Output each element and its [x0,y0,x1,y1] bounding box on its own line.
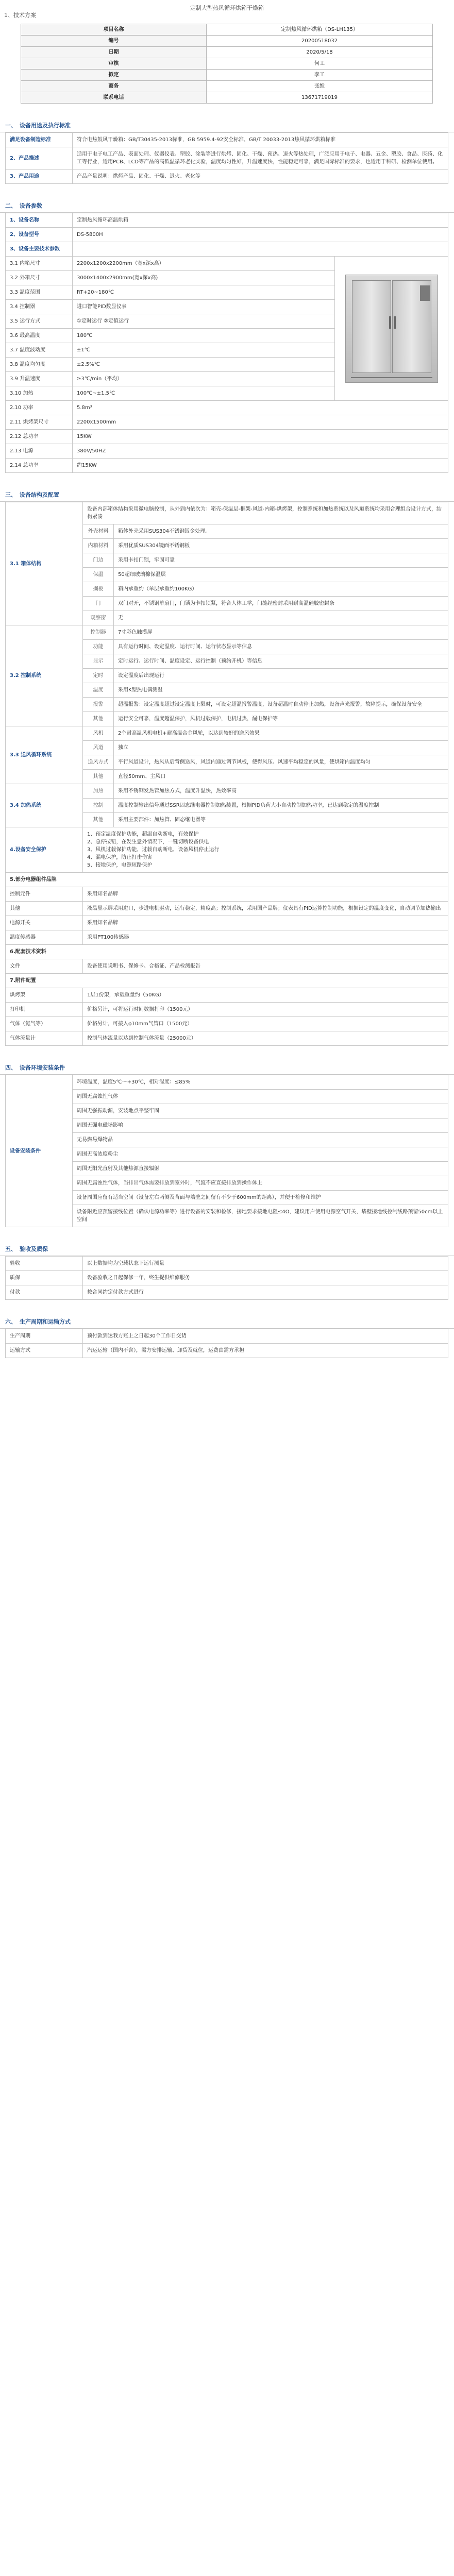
install-condition: 设备周围应留有适当空间（设备左右两侧及背面与墙壁之间留有不少于600mm的距离），并便于检修和维护 [73,1191,448,1205]
group-value: 无 [114,611,448,625]
spec-value: DS-5800H [73,228,448,242]
section-4-table [5,1075,448,1227]
install-condition: 周围无腐蚀性气体，当排出气体需要排放到室外时，气流不应直接排放到操作体上 [73,1176,448,1191]
spec-row [6,170,448,184]
group-sub: 搁板 [83,582,114,597]
group-row [6,784,448,799]
kv-value: 液晶显示屏采用进口，步进电机驱动，运行稳定，精度高；控制系统，采用国产品牌；仪表具有PID运算控制功能，根据设定的温度变化，自动调节加热输出 [83,902,448,916]
spec-row [6,228,448,242]
group-intro: 设备内部箱体结构采用微电脑控制，从外到内依次为：箱壳-保温层-框架-风道-内箱-烘烤架，控制系统和加热系统以及风道系统均采用合理组合设计方式，结构紧凑 [83,502,448,524]
install-condition: 周围无强振动源，安装地点平整牢固 [73,1104,448,1118]
group-sub: 功能 [83,640,114,654]
group-value: 定时运行、运行时间、温度设定、运行控制（预约开机）等信息 [114,654,448,669]
section-5-table [5,1256,448,1300]
kv-row [6,1271,448,1285]
group-label: 3.3 送风循环系统 [6,726,83,784]
section-4-title: 四、 设备环境安装条件 [0,1059,454,1075]
meta-row [21,58,433,70]
kv-key: 气体（氮气等） [6,1017,83,1031]
param-value: 2200x1200x2200mm（宽x深x高） [73,257,335,271]
kv-row [6,916,448,930]
spec-row [6,213,448,228]
group-value: 温度控制输出信号通过SSR固态继电器控制加热装置，根据PID负荷大小自动控制加热功率，已达到稳定的温度控制 [114,799,448,813]
meta-key: 编号 [21,36,207,47]
param-key: 3.7 温度波动度 [6,343,73,358]
safety-item: 4、漏电保护，防止打击伤害 [87,855,153,860]
meta-value: 13671719019 [207,92,433,104]
safety-item: 2、急停按钮，在发生意外情况下，一键切断设备供电 [87,839,209,845]
spec-value: 产品产量说明：烘烤产品、固化、干燥、退火、老化等 [73,170,448,184]
kv-key: 其他 [6,902,83,916]
param-key: 3.4 控制器 [6,300,73,314]
kv-row [6,887,448,902]
group-sub: 温度 [83,683,114,698]
group-sub: 定时 [83,669,114,683]
param-row [6,415,448,430]
kv-row [6,902,448,916]
meta-key: 联系电话 [21,92,207,104]
meta-value: 张维 [207,81,433,92]
section-2-table [5,213,448,473]
kv-key: 电源开关 [6,916,83,930]
kv-key: 气体流量计 [6,1031,83,1046]
meta-row [21,92,433,104]
group-value: 采用不锈钢发热管加热方式，温度升温快，热效率高 [114,784,448,799]
group-sub: 外壳材料 [83,524,114,539]
kv-value: 采用PT100传感器 [83,930,448,945]
param-key: 2.14 总功率 [6,459,73,473]
param-key: 3.3 温度范围 [6,285,73,300]
safety-item: 1、预定温度保护功能，超温自动断电，有效保护 [87,832,199,837]
param-key: 2.11 烘烤架尺寸 [6,415,73,430]
install-condition: 设备附近应预留接线位置（确认电源功率等）进行设备的安装和检修，接地要求接地电阻≤4Ω，建议用户使用电源空气开关，墙壁接地线控制线路预留50cm以上空间 [73,1205,448,1227]
meta-value: 20200518032 [207,36,433,47]
elec-title-cell: 5.部分电器组件品牌 [6,873,448,887]
kv-value: 采用知名品牌 [83,887,448,902]
group-sub: 保温 [83,568,114,582]
kv-key: 温度传感器 [6,930,83,945]
section-1-table [5,132,448,184]
kv-row [6,1344,448,1358]
kv-row [6,1003,448,1017]
group-sub: 报警 [83,698,114,712]
param-key: 3.1 内箱尺寸 [6,257,73,271]
param-row [6,459,448,473]
section-1-title: 一、 设备用途及执行标准 [0,117,454,132]
equipment-photo-cell [335,257,448,401]
section-6-title: 六、 生产周期和运输方式 [0,1313,454,1329]
meta-value: 2020/5/18 [207,47,433,58]
spec-key: 3、产品用途 [6,170,73,184]
param-value: 约15KW [73,459,448,473]
spec-row [6,242,448,257]
param-key: 3.10 加热 [6,386,73,401]
param-value: 5.8m³ [73,401,448,415]
spec-key: 1、设备名称 [6,213,73,228]
group-row [6,625,448,640]
group-value: 采用卡扣门锁，牢固可靠 [114,553,448,568]
group-label: 3.2 控制系统 [6,625,83,726]
spec-value: 定制热风循环高温烘箱 [73,213,448,228]
meta-key: 拟定 [21,70,207,81]
param-key: 2.13 电源 [6,444,73,459]
group-sub: 门边 [83,553,114,568]
group-row [6,726,448,741]
group-sub: 其他 [83,770,114,784]
safety-row [6,827,448,873]
kv-key: 控制元件 [6,887,83,902]
group-value: 采用优质SUS304镜面不锈钢板 [114,539,448,553]
group-sub: 门 [83,597,114,611]
spec-key: 2、产品描述 [6,147,73,170]
kv-key: 烘烤架 [6,988,83,1003]
kv-value: 价格另计，可将运行时间数据打印（1500元） [83,1003,448,1017]
install-condition: 周围无高浓度粉尘 [73,1147,448,1162]
kv-value: 预付款到达我方账上之日起30个工作日交货 [83,1329,448,1344]
group-value: 箱内承重约（单层承重约100KG） [114,582,448,597]
install-condition: 环境温度，温度5℃～+30℃，相对湿度：≤85% [73,1075,448,1090]
document-subtitle: 1、技术方案 [4,12,36,19]
meta-value: 何工 [207,58,433,70]
spec-value: 符合电热鼓风干燥箱：GB/T30435-2013标准，GB 5959.4-92安全标准，GB/T 20033-2013热风循环烘箱标准 [73,133,448,147]
install-condition: 无易燃易爆物品 [73,1133,448,1147]
kv-value: 价格另计，可接入φ10mm气管口（1500元） [83,1017,448,1031]
param-value: 3000x1400x2900mm(宽x深x高) [73,271,335,285]
meta-row [21,70,433,81]
group-value: 双门对开，不锈钢单扇门，门锁为卡扣锁紧，符合人体工学，门缝经密封采用耐高温硅胶密封条 [114,597,448,611]
install-label: 设备安装条件 [6,1075,73,1227]
param-key: 2.10 功率 [6,401,73,415]
meta-key: 项目名称 [21,24,207,36]
safety-item: 3、风机过载保护功能，过载自动断电，设备风机停止运行 [87,847,220,853]
spec-key: 2、设备型号 [6,228,73,242]
tech-title [6,945,448,959]
tech-title-cell: 6.配套技术资料 [6,945,448,959]
group-value: 超温报警：设定温度超过设定温度上限时，可设定超温报警温度，设备超温时自动停止加热，设备声光报警，故障提示，确保设备安全 [114,698,448,712]
group-sub: 风道 [83,741,114,755]
param-value: 380V/50HZ [73,444,448,459]
spec-row [6,133,448,147]
param-value: 2200x1500mm [73,415,448,430]
kv-key: 运输方式 [6,1344,83,1358]
spec-row [6,147,448,170]
param-value: ①定时运行 ②定值运行 [73,314,335,329]
kv-row [6,1017,448,1031]
meta-key: 商务 [21,81,207,92]
group-value: 具有运行时间、设定温度、运行时间、运行状态显示等信息 [114,640,448,654]
install-row [6,1075,448,1090]
install-condition: 周围无强电磁场影响 [73,1118,448,1133]
kv-value: 设备验收之日起保修一年，终生提供维修服务 [83,1271,448,1285]
kv-row [6,930,448,945]
group-intro-row [6,502,448,524]
group-sub: 风机 [83,726,114,741]
group-value: 箱体外壳采用SUS304不锈钢钣金处理。 [114,524,448,539]
group-value: 运行安全可靠，温度超温保护，风机过载保护，电机过热，漏电保护等 [114,712,448,726]
meta-table [21,24,433,104]
group-sub: 显示 [83,654,114,669]
param-value: RT+20~180℃ [73,285,335,300]
kv-row [6,1329,448,1344]
group-sub: 控制 [83,799,114,813]
param-value: ±1℃ [73,343,335,358]
kv-row [6,959,448,974]
group-value: 7寸彩色触摸屏 [114,625,448,640]
kv-key: 付款 [6,1285,83,1300]
param-row [6,444,448,459]
group-sub: 内箱材料 [83,539,114,553]
param-key: 3.2 外箱尺寸 [6,271,73,285]
param-key: 3.9 升温速度 [6,372,73,386]
safety-list [83,827,448,873]
kv-row [6,1285,448,1300]
group-label: 3.1 箱体结构 [6,502,83,625]
group-sub: 其他 [83,813,114,827]
param-value: ≥3℃/min（平均） [73,372,335,386]
equipment-photo [345,275,438,383]
group-value: 直径50mm、主风口 [114,770,448,784]
meta-row [21,81,433,92]
section-3-title: 三、 设备结构及配置 [0,486,454,502]
meta-key: 审核 [21,58,207,70]
param-row [6,430,448,444]
param-key: 2.12 总功率 [6,430,73,444]
meta-value: 李工 [207,70,433,81]
meta-row [21,24,433,36]
group-value: 独立 [114,741,448,755]
kv-value: 采用知名品牌 [83,916,448,930]
section-2-title: 二、 设备参数 [0,197,454,213]
kv-value: 汽运运输（国内不含），需方安排运输、卸货及就位，运费由需方承担 [83,1344,448,1358]
section-3-table [5,502,448,1046]
section-6-table [5,1329,448,1358]
document-title: 定制大型热风循环烘箱干燥箱 [190,5,264,11]
accessory-title-cell: 7.附件配置 [6,974,448,988]
kv-key: 生产周期 [6,1329,83,1344]
spec-key: 满足设备制造标准 [6,133,73,147]
group-sub: 送风方式 [83,755,114,770]
kv-value: 控制气体流量以达到控制气体流量（25000元） [83,1031,448,1046]
kv-row [6,988,448,1003]
kv-row [6,1031,448,1046]
kv-key: 质保 [6,1271,83,1285]
param-key: 3.8 温度均匀度 [6,358,73,372]
param-row [6,401,448,415]
kv-value: 按合同约定付款方式进行 [83,1285,448,1300]
kv-key: 验收 [6,1257,83,1271]
param-key: 3.5 运行方式 [6,314,73,329]
group-label: 3.4 加热系统 [6,784,83,827]
kv-value: 1层1份架，承载重量约（50KG） [83,988,448,1003]
meta-key: 日期 [21,47,207,58]
meta-value: 定制热风循环烘箱（DS-LH135） [207,24,433,36]
section-5-title: 五、 验收及质保 [0,1241,454,1256]
group-sub: 加热 [83,784,114,799]
elec-title [6,873,448,887]
group-value: 平行风道设计，热风从后背侧送风，风道内通过调节风板，使得风压、风速平均稳定的风量，使烘箱内温度均匀 [114,755,448,770]
safety-label: 4.设备安全保护 [6,827,83,873]
spec-value [73,242,448,257]
group-value: 采用K型热电偶测温 [114,683,448,698]
install-condition: 周围无阳光直射及其他热源直接辐射 [73,1162,448,1176]
kv-key: 打印机 [6,1003,83,1017]
group-value: 采用主要部件：加热管、固态继电器等 [114,813,448,827]
group-sub: 观察窗 [83,611,114,625]
param-value: 15KW [73,430,448,444]
install-condition: 周围无腐蚀性气体 [73,1090,448,1104]
kv-value: 设备使用说明书、保修卡、合格证、产品检测报告 [83,959,448,974]
meta-row [21,36,433,47]
param-value: ±2.5%℃ [73,358,335,372]
safety-item: 5、接地保护，电源短路保护 [87,862,153,868]
meta-row [21,47,433,58]
spec-key: 3、设备主要技术参数 [6,242,73,257]
param-value: 100℃~±1.5℃ [73,386,335,401]
param-key: 3.6 最高温度 [6,329,73,343]
group-value: 2个耐高温风机电机+耐高温合金风轮，以达到较好的送风效果 [114,726,448,741]
accessory-title [6,974,448,988]
param-value: 进口智能PID数显仪表 [73,300,335,314]
group-sub: 控制器 [83,625,114,640]
kv-key: 文件 [6,959,83,974]
kv-row [6,1257,448,1271]
group-value: 50超细玻璃棉保温层 [114,568,448,582]
group-value: 设定温度后出现运行 [114,669,448,683]
group-sub: 其他 [83,712,114,726]
kv-value: 以上数据均为空载状态下运行测量 [83,1257,448,1271]
param-row [6,257,448,271]
spec-value: 适用于电子电工产品、表面处理、仪器仪表、塑胶、涂装等进行烘烤、固化、干燥、预热、退火等热处理，广泛应用于电子、电器、五金、塑胶、食品、医药、化工等行业，适用PCB、LCD等产品的高低温循环老化实验，温度均匀性好，升温速度快，性能稳定可靠，满足国际标准的要求，也适用于科研、检测单位使用。 [73,147,448,170]
param-value: 180℃ [73,329,335,343]
